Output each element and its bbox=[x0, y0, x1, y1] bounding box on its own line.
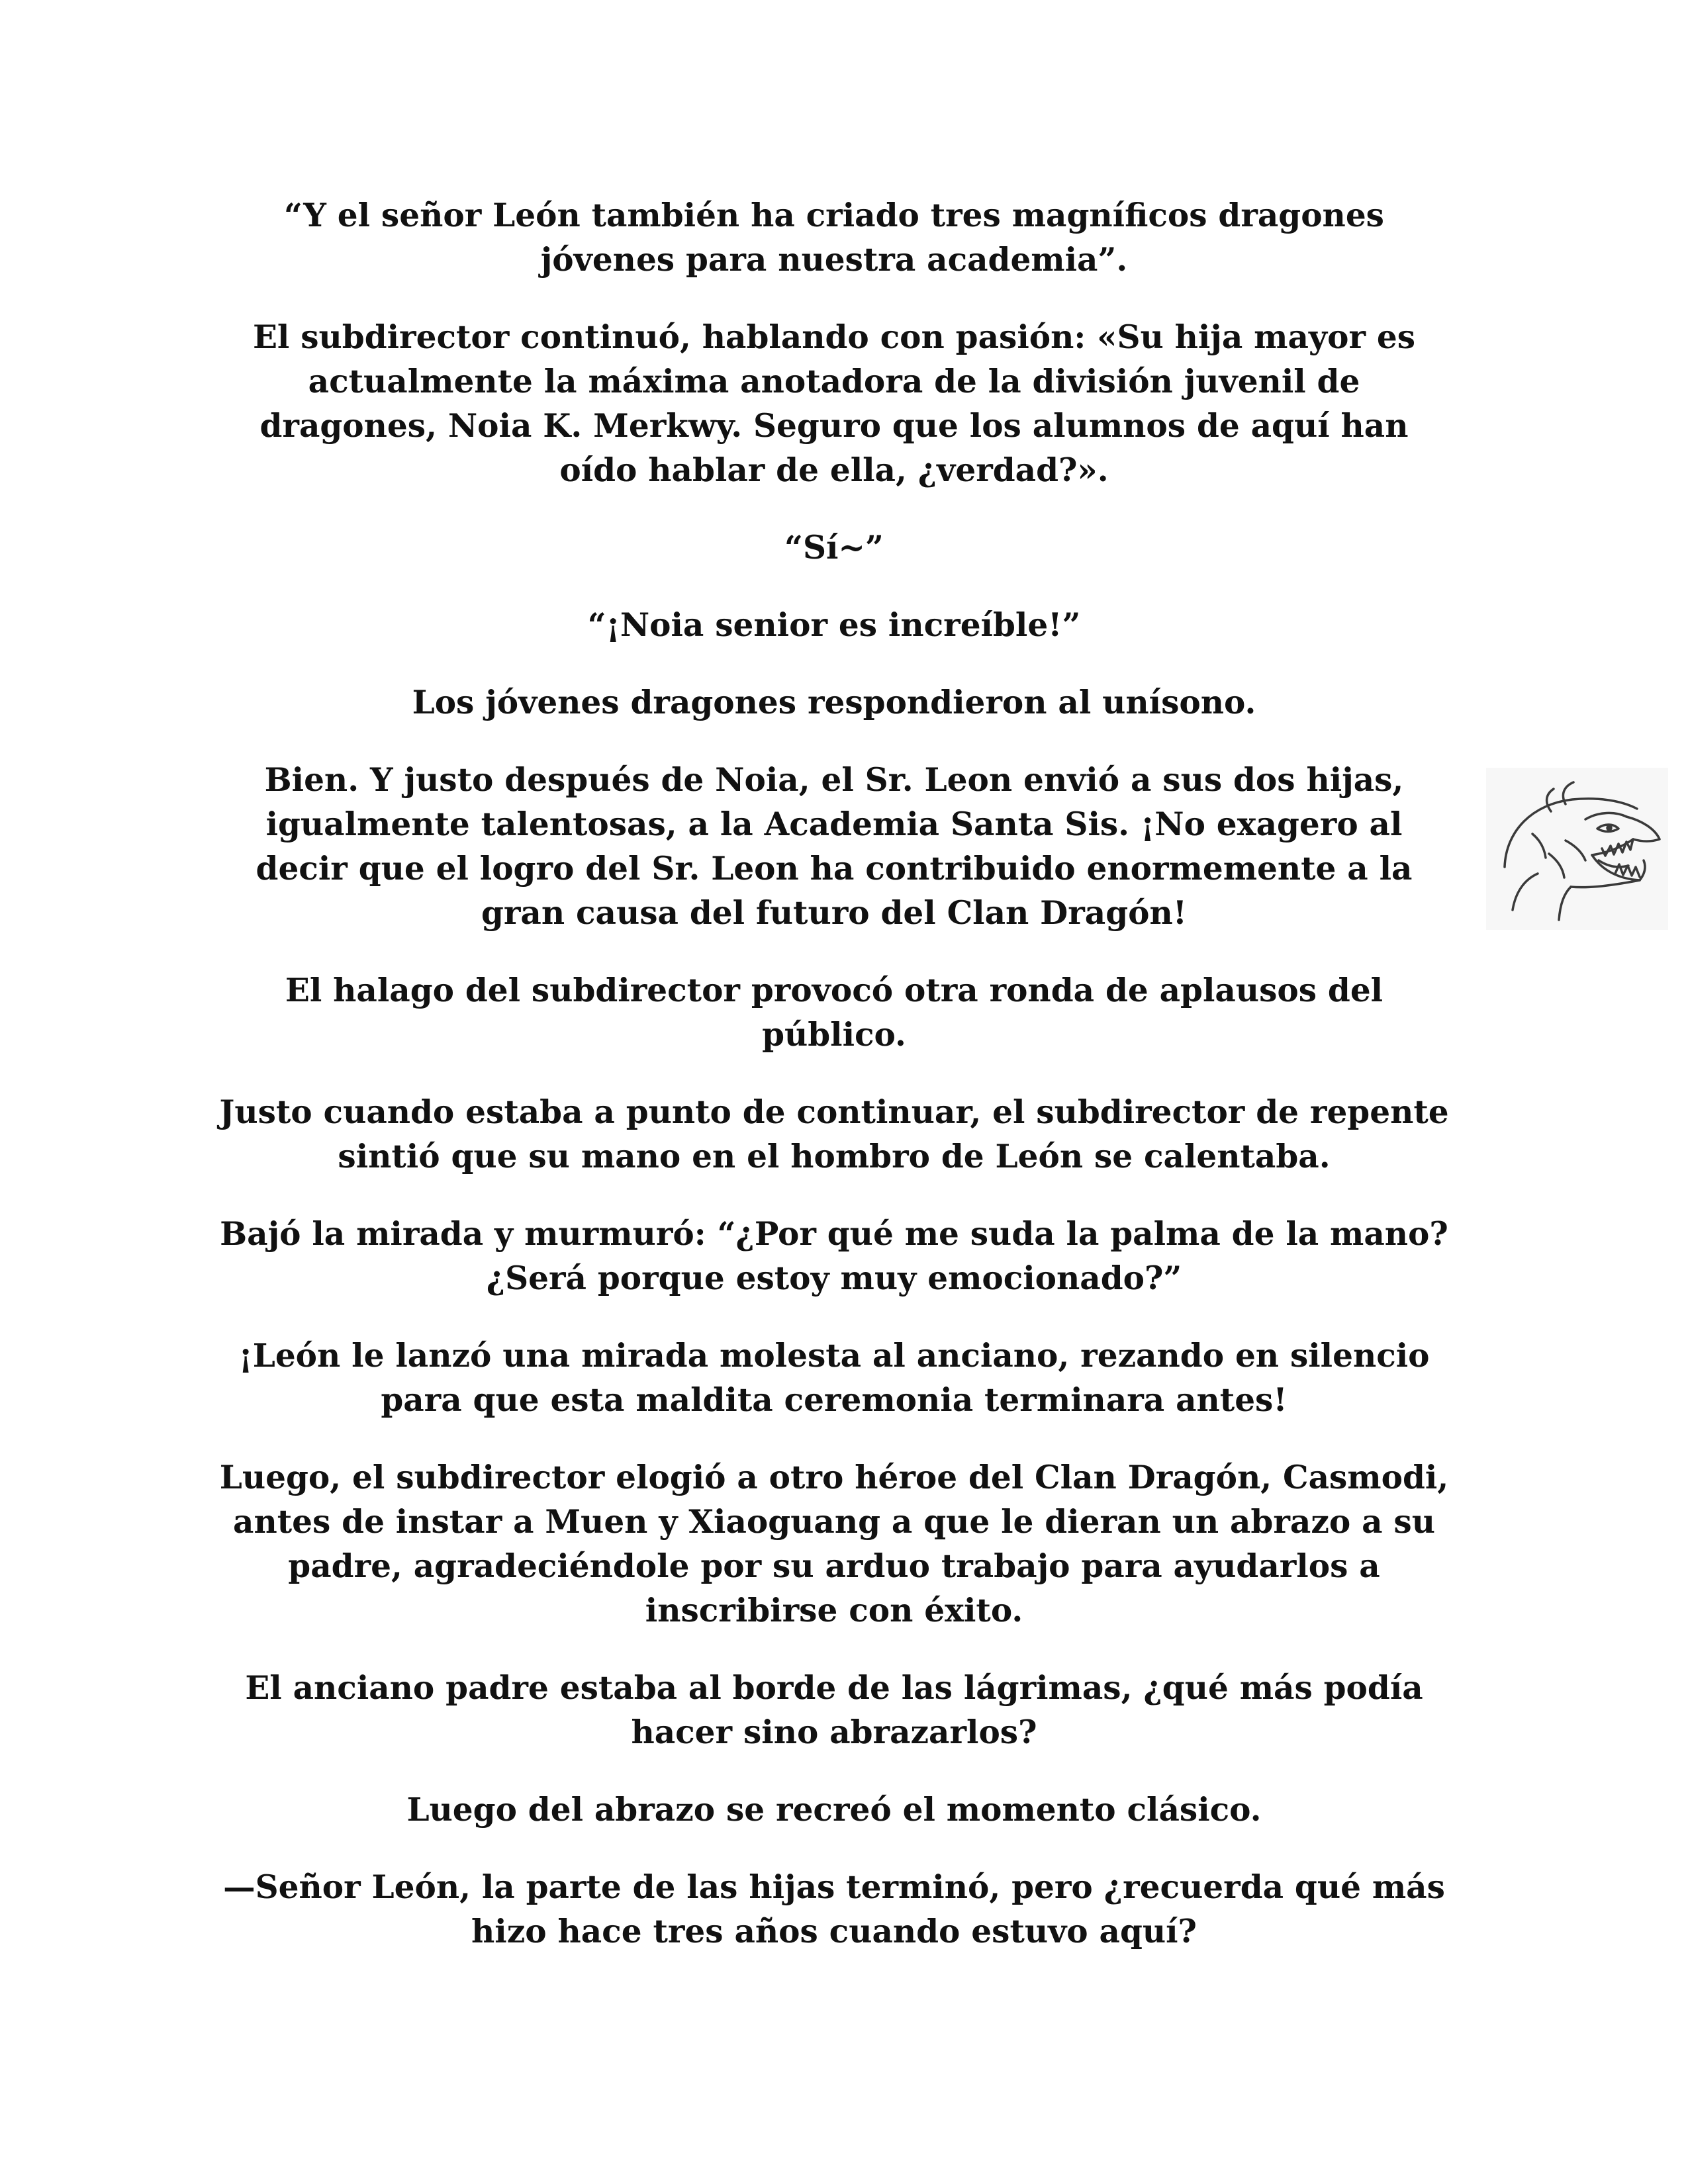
paragraph: Los jóvenes dragones respondieron al unísono. bbox=[412, 684, 1256, 721]
paragraph: El subdirector continuó, hablando con pasión: «Su hija mayor es actualmente la máxima anotadora de la división juvenil de dragones, Noia K. Merkwy. Seguro que los alumnos de aquí han oído hablar de ella, ¿verdad?». bbox=[252, 318, 1416, 489]
paragraph: Luego del abrazo se recreó el momento clásico. bbox=[406, 1791, 1262, 1829]
paragraph: “¡Noia senior es increíble!” bbox=[587, 606, 1081, 644]
paragraph: Bien. Y justo después de Noia, el Sr. Leon envió a sus dos hijas, igualmente talentosas, a la Academia Santa Sis. ¡No exagero al decir que el logro del Sr. Leon ha contribuido enormemente a la gran causa del futuro del Clan Dragón! bbox=[256, 761, 1413, 932]
paragraph: Justo cuando estaba a punto de continuar, el subdirector de repente sintió que su mano en el hombro de León se calentaba. bbox=[219, 1093, 1449, 1175]
paragraph: Bajó la mirada y murmuró: “¿Por qué me suda la palma de la mano? ¿Será porque estoy muy emocionado?” bbox=[220, 1215, 1448, 1297]
body-text bbox=[218, 193, 1450, 1987]
paragraph: El anciano padre estaba al borde de las lágrimas, ¿qué más podía hacer sino abrazarlos? bbox=[245, 1669, 1423, 1751]
paragraph: El halago del subdirector provocó otra ronda de aplausos del público. bbox=[285, 972, 1383, 1054]
paragraph: ¡León le lanzó una mirada molesta al anciano, rezando en silencio para que esta maldita ceremonia terminara antes! bbox=[238, 1337, 1430, 1419]
paragraph: —Señor León, la parte de las hijas terminó, pero ¿recuerda qué más hizo hace tres años cuando estuvo aquí? bbox=[223, 1868, 1445, 1950]
paragraph: “Sí~” bbox=[784, 529, 884, 567]
paragraph: Luego, el subdirector elogió a otro héroe del Clan Dragón, Casmodi, antes de instar a Muen y Xiaoguang a que le dieran un abrazo a su padre, agradeciéndole por su arduo trabajo para ayudarlos a inscribirse con éxito. bbox=[219, 1459, 1449, 1629]
paragraph: “Y el señor León también ha criado tres magníficos dragones jóvenes para nuestra academia”. bbox=[284, 197, 1384, 279]
dragon-head-sketch-icon bbox=[1486, 768, 1668, 930]
